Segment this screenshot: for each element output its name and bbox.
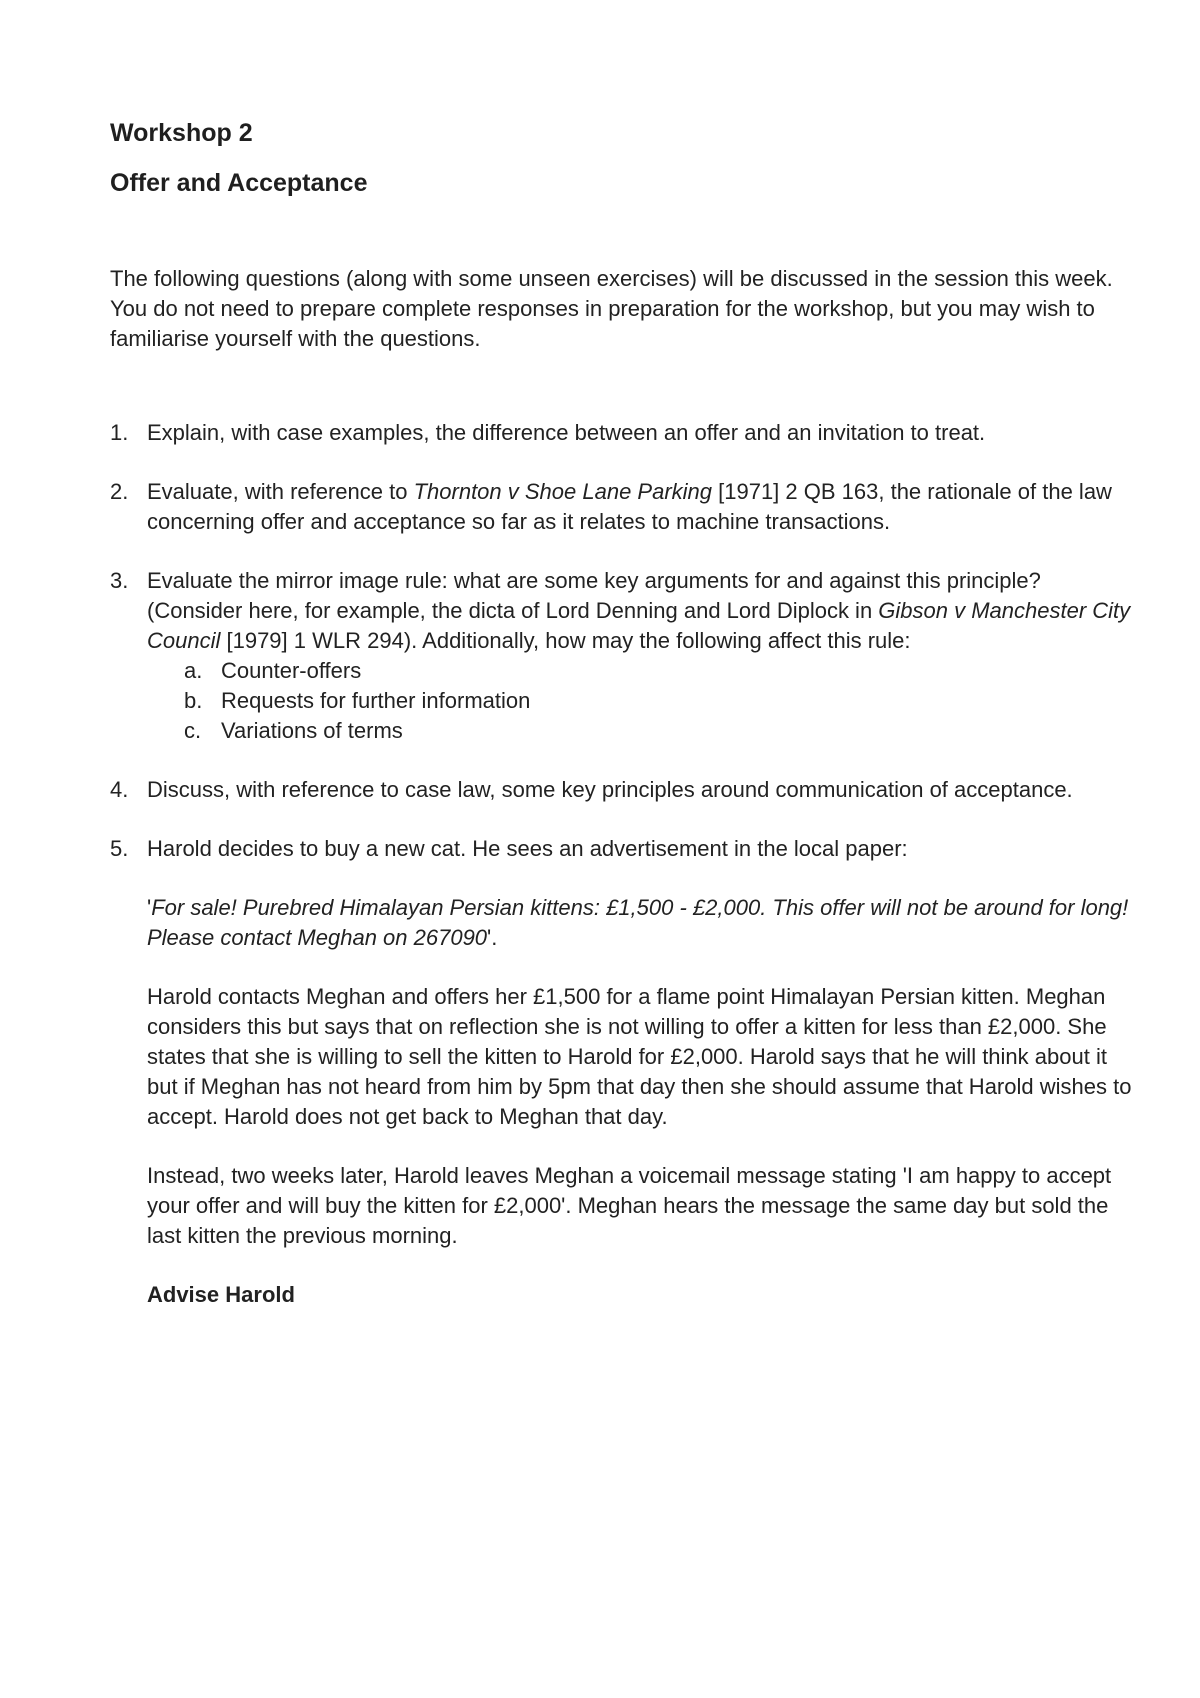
question-1 [110,418,1140,448]
advertisement-quote [147,893,1140,953]
sub-item-text: Counter-offers [221,658,362,683]
question-5 [110,834,1140,1310]
question-number: 1. [110,420,129,445]
question-number: 2. [110,479,129,504]
instruction-heading: Advise Harold [147,1282,295,1307]
question-number: 5. [110,836,129,861]
intro-paragraph: The following questions (along with some unseen exercises) will be discussed in the session this week. You do not need to prepare complete responses in preparation for the workshop, but you may wish to familiarise yourself with the questions. [110,266,1113,351]
question-text-pre: Evaluate the mirror image rule: what are some key arguments for and against this principle? (Consider here, for example, the dicta of Lord Denning and Lord Diplock in [147,568,1041,623]
question-text-pre: Evaluate, with reference to [147,479,414,504]
case-name: Gibson v Manchester City Council [147,598,1131,653]
document-content [110,118,1140,1339]
quote-open: ' [147,895,152,920]
quote-close: '. [487,925,498,950]
sub-item-letter: a. [184,658,203,683]
question-3 [110,566,1140,746]
question-text-post: [1971] 2 QB 163, the rationale of the law concerning offer and acceptance so far as it relates to machine transactions. [147,479,1112,534]
sub-item-text: Requests for further information [221,688,531,713]
question-list [110,418,1140,1310]
sub-item-letter: c. [184,718,202,743]
sub-item-letter: b. [184,688,203,713]
question-4 [110,775,1140,805]
scenario-paragraph-1: Harold contacts Meghan and offers her £1,500 for a flame point Himalayan Persian kitten. Meghan considers this but says that on reflection she is not willing to offer a kitten for less than £2,000. She states that she is willing to sell the kitten to Harold for £2,000. Harold says that he will think about it but if Meghan has not heard from him by 5pm that day then she should assume that Harold wishes to accept. Harold does not get back to Meghan that day. [147,984,1132,1129]
document-subtitle: Offer and Acceptance [110,169,368,197]
question-text: Discuss, with reference to case law, some key principles around communication of acceptance. [147,777,1073,802]
question-2 [110,477,1140,537]
sub-item [147,656,1140,686]
scenario-paragraph-2: Instead, two weeks later, Harold leaves Meghan a voicemail message stating 'I am happy to accept your offer and will buy the kitten for £2,000'. Meghan hears the message the same day but sold the last kitten the previous morning. [147,1163,1112,1248]
question-text: Harold decides to buy a new cat. He sees an advertisement in the local paper: [147,836,908,861]
question-text-post: [1979] 1 WLR 294). Additionally, how may the following affect this rule: [220,628,911,653]
question-text: Explain, with case examples, the difference between an offer and an invitation to treat. [147,420,986,445]
advertisement-text: For sale! Purebred Himalayan Persian kittens: £1,500 - £2,000. This offer will not be around for long! Please contact Meghan on 267090 [147,895,1129,950]
sub-item [147,716,1140,746]
document-title: Workshop 2 [110,119,253,147]
question-number: 3. [110,568,129,593]
case-name: Thornton v Shoe Lane Parking [413,479,713,504]
sub-item-text: Variations of terms [221,718,403,743]
question-number: 4. [110,777,129,802]
sub-item-list [147,656,1140,746]
sub-item [147,686,1140,716]
